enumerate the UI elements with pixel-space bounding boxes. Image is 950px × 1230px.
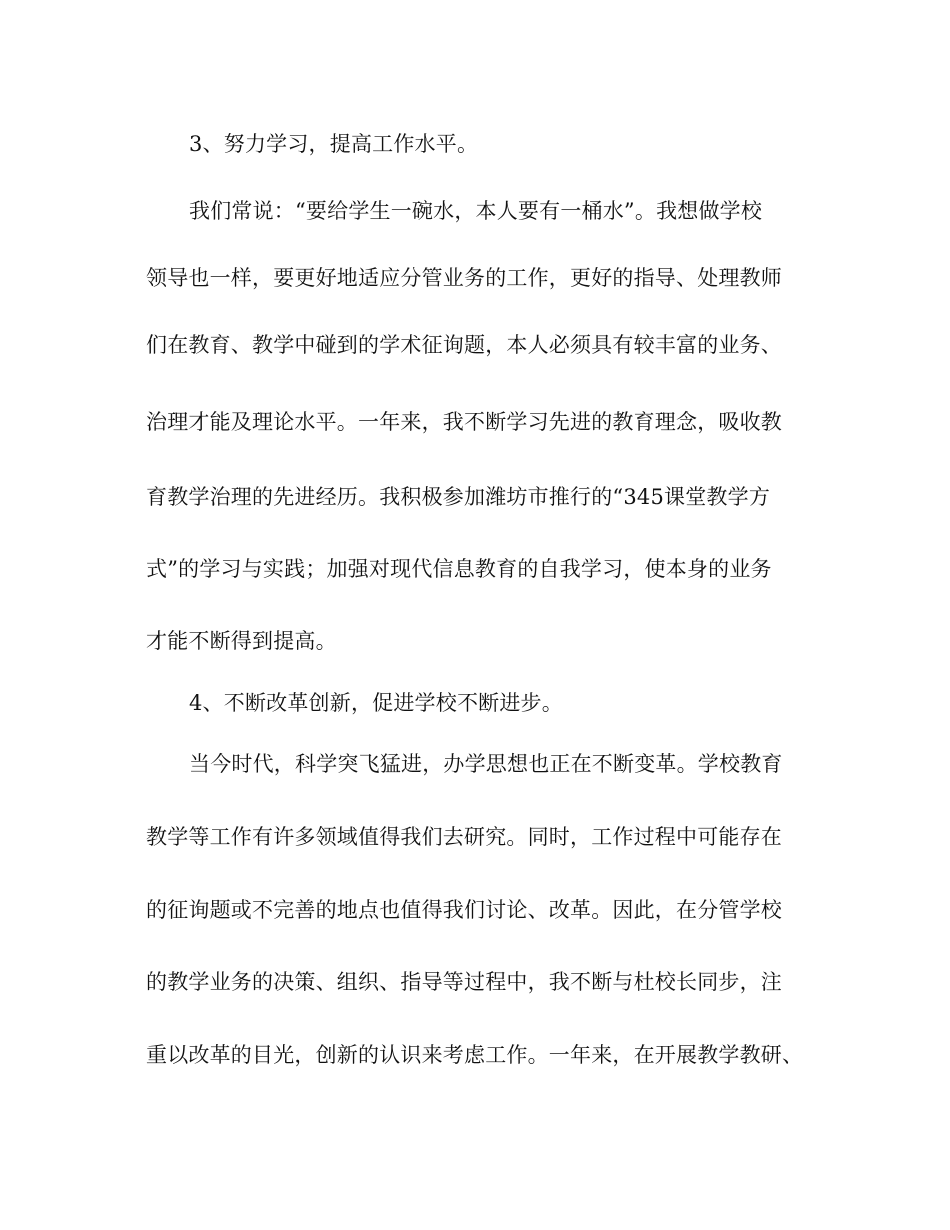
section-heading-3: 3、努力学习，提高工作水平。 bbox=[189, 132, 479, 156]
paragraph-line: 重以改革的目光，创新的认识来考虑工作。一年来，在开展教学教研、 bbox=[146, 1043, 804, 1067]
paragraph-line: 们在教育、教学中碰到的学术征询题，本人必须具有较丰富的业务、 bbox=[146, 333, 782, 357]
paragraph-line: 领导也一样，要更好地适应分管业务的工作，更好的指导、处理教师 bbox=[146, 266, 782, 290]
paragraph-line: 才能不断得到提高。 bbox=[146, 629, 337, 653]
paragraph-line: 的征询题或不完善的地点也值得我们讨论、改革。因此，在分管学校 bbox=[146, 898, 782, 922]
paragraph-line: 育教学治理的先进经历。我积极参加潍坊市推行的“345课堂教学方 bbox=[146, 485, 771, 509]
paragraph-line: 的教学业务的决策、组织、指导等过程中，我不断与杜校长同步，注 bbox=[146, 970, 782, 994]
paragraph-line: 我们常说：“要给学生一碗水，本人要有一桶水”。我想做学校 bbox=[189, 199, 763, 223]
paragraph-line: 治理才能及理论水平。一年来，我不断学习先进的教育理念，吸收教 bbox=[146, 410, 782, 434]
paragraph-line: 教学等工作有许多领域值得我们去研究。同时，工作过程中可能存在 bbox=[146, 825, 782, 849]
paragraph-line: 当今时代，科学突飞猛进，办学思想也正在不断变革。学校教育 bbox=[189, 752, 783, 776]
section-heading-4: 4、不断改革创新，促进学校不断进步。 bbox=[189, 691, 563, 715]
paragraph-line: 式”的学习与实践；加强对现代信息教育的自我学习，使本身的业务 bbox=[146, 557, 772, 581]
